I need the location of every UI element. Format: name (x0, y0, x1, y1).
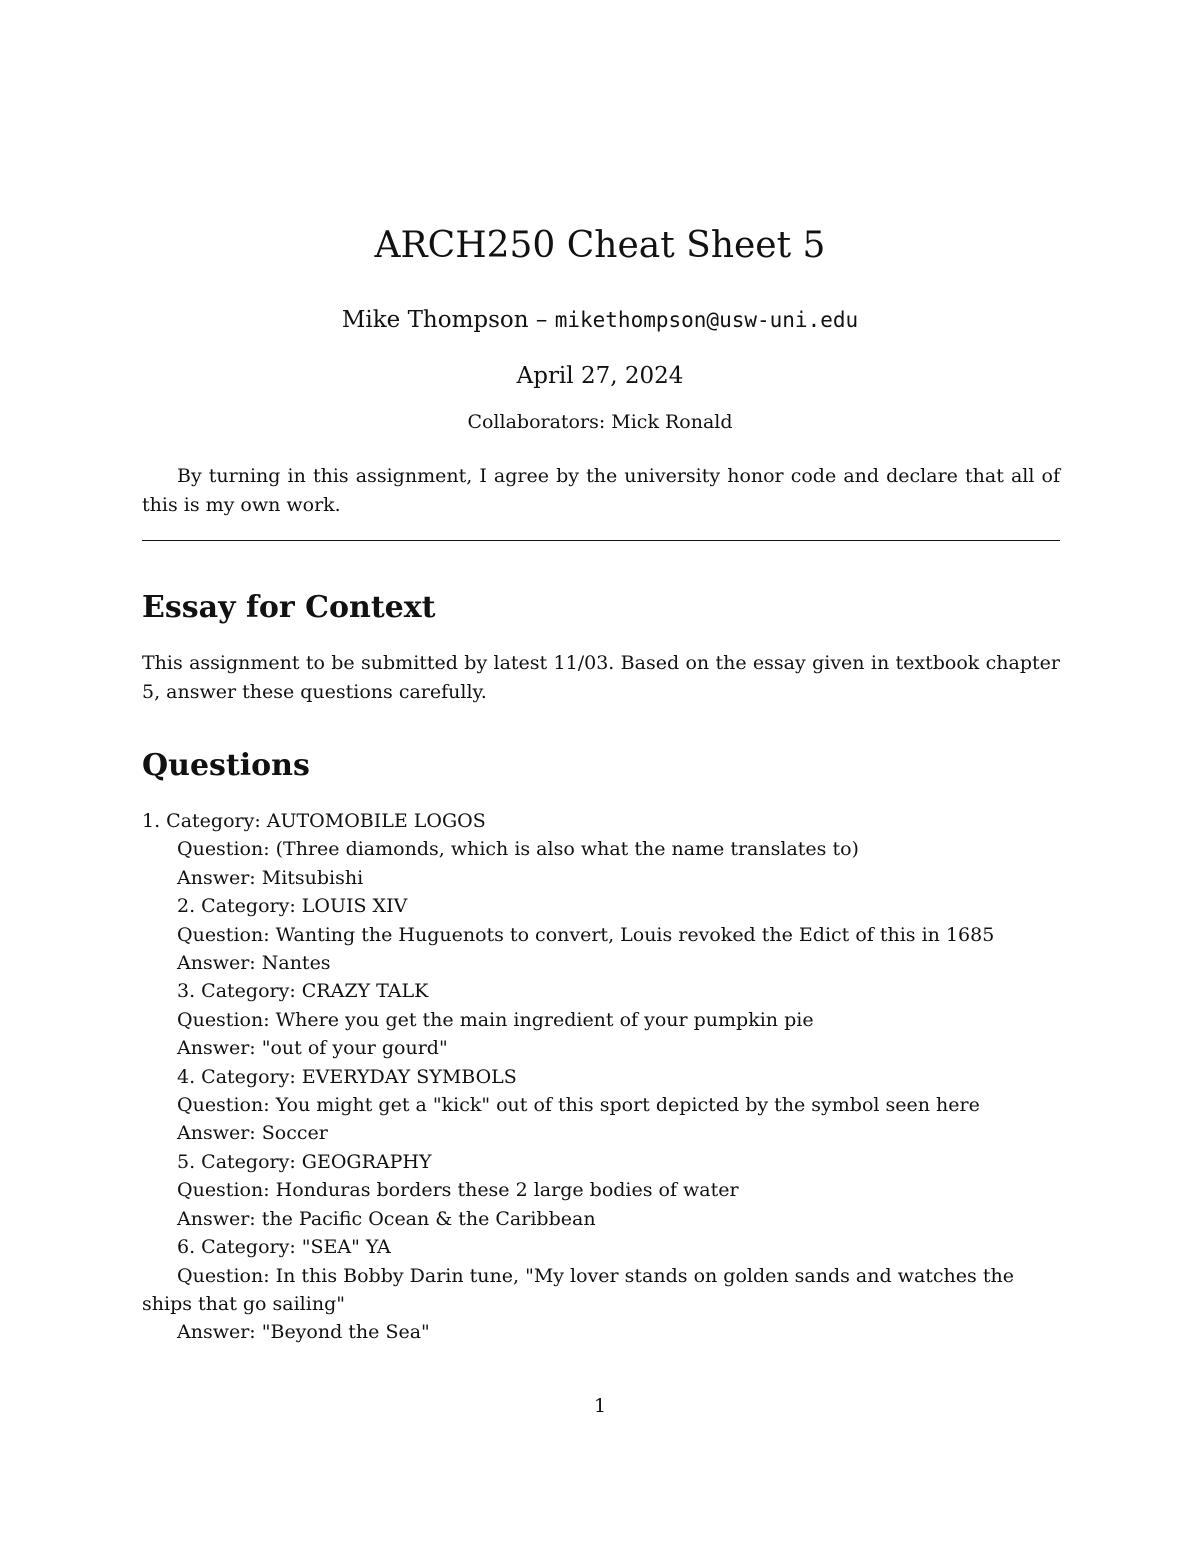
answer-line: Answer: the Pacific Ocean & the Caribbean (177, 1207, 596, 1230)
document-title: ARCH250 Cheat Sheet 5 (374, 225, 826, 266)
question-line: Question: Wanting the Huguenots to convert, Louis revoked the Edict of this in 1685 (177, 923, 995, 946)
questions-heading: Questions (142, 748, 310, 783)
essay-paragraph: This assignment to be submitted by latest 11/03. Based on the essay given in textbook chapter 5, answer these questions carefully. (142, 652, 1060, 703)
question-line: 5. Category: GEOGRAPHY (177, 1150, 432, 1173)
author-separator: – (528, 307, 555, 333)
essay-heading: Essay for Context (142, 590, 436, 625)
page-number: 1 (593, 1395, 607, 1417)
question-line: Question: Honduras borders these 2 large bodies of water (177, 1179, 739, 1202)
question-line: 2. Category: LOUIS XIV (177, 895, 408, 918)
document-date: April 27, 2024 (516, 363, 684, 389)
author-email: mikethompson@usw-uni.edu (554, 308, 859, 332)
honor-statement: By turning in this assignment, I agree by the university honor code and declare that all of this is my own work. (142, 465, 1060, 516)
answer-line: Answer: Soccer (177, 1122, 328, 1145)
answer-line: Answer: "out of your gourd" (177, 1037, 448, 1060)
question-line: 1. Category: AUTOMOBILE LOGOS (142, 810, 486, 832)
author-name: Mike Thompson (341, 307, 529, 333)
collaborators-line: Collaborators: Mick Ronald (467, 411, 733, 433)
questions-list (142, 807, 1060, 1347)
question-line: 4. Category: EVERYDAY SYMBOLS (177, 1065, 517, 1088)
question-line: 3. Category: CRAZY TALK (177, 980, 429, 1003)
question-line: Question: In this Bobby Darin tune, "My lover stands on golden sands and watches the ships that go sailing" (142, 1264, 1014, 1315)
author-line (0, 304, 1200, 336)
answer-line: Answer: Mitsubishi (177, 866, 364, 889)
answer-line: Answer: "Beyond the Sea" (177, 1321, 430, 1344)
question-line: 6. Category: "SEA" YA (177, 1236, 391, 1259)
answer-line: Answer: Nantes (177, 952, 331, 975)
question-line: Question: (Three diamonds, which is also what the name translates to) (177, 838, 859, 861)
horizontal-rule (142, 540, 1060, 541)
question-line: Question: You might get a "kick" out of this sport depicted by the symbol seen here (177, 1094, 980, 1117)
question-line: Question: Where you get the main ingredient of your pumpkin pie (177, 1008, 814, 1031)
